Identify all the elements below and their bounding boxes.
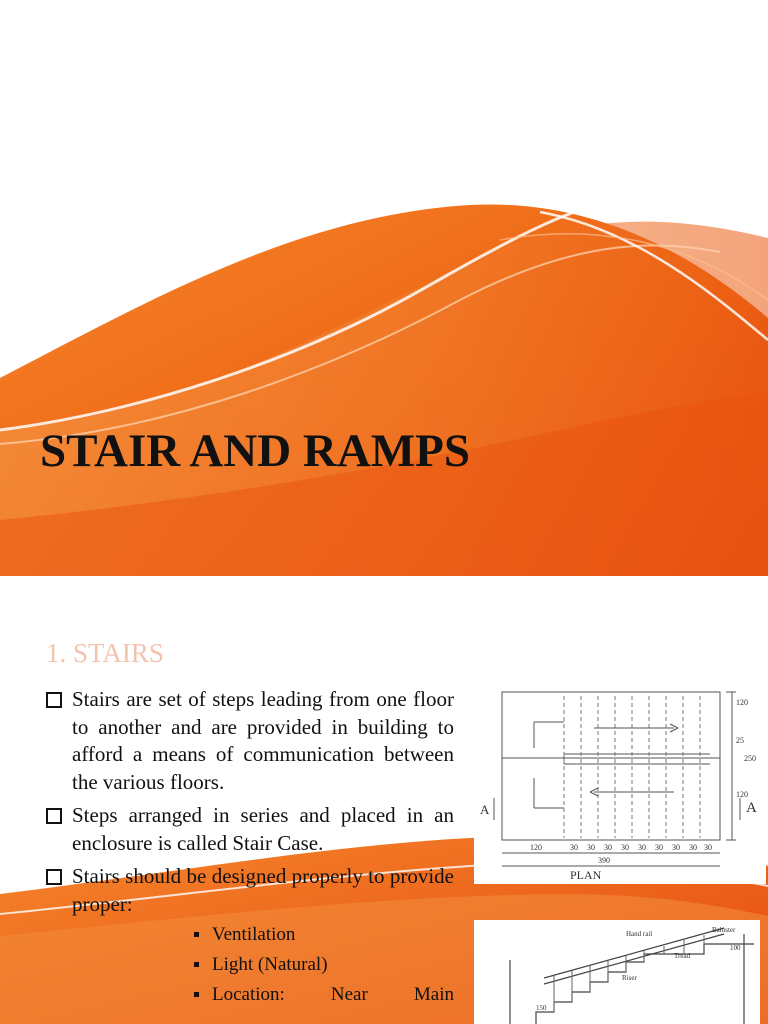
section-label: Tread [674, 952, 691, 960]
section-marker-right: A [746, 800, 757, 816]
sub-bullet-word: Main [413, 984, 454, 1005]
plan-dimension: 30 [704, 843, 712, 852]
plan-dimension: 30 [587, 843, 595, 852]
section-label: 100 [730, 944, 741, 952]
slide-title: STAIR AND RAMPS [40, 425, 470, 477]
sub-bullet-text [212, 980, 454, 1010]
stair-section-drawing [474, 920, 760, 1024]
checkbox-bullet-icon [46, 808, 62, 824]
bullet-list [44, 686, 454, 1016]
bullet-item [44, 802, 454, 857]
plan-dimension: 25 [736, 736, 744, 745]
section-heading: 1. STAIRS [46, 638, 164, 668]
stair-plan-lines [474, 678, 766, 884]
plan-dimension: 120 [736, 790, 748, 799]
section-marker-left: A [480, 802, 490, 817]
plan-dimension: 30 [655, 843, 663, 852]
sub-bullet-item [72, 950, 454, 980]
checkbox-bullet-icon [46, 692, 62, 708]
plan-total-dimension: 390 [598, 856, 610, 865]
square-bullet-icon [194, 932, 199, 937]
plan-dimension: 30 [621, 843, 629, 852]
plan-dimension: 30 [604, 843, 612, 852]
sub-bullet-list [72, 920, 454, 1010]
bullet-item [44, 686, 454, 796]
plan-dimension: 30 [672, 843, 680, 852]
stair-plan-drawing [474, 678, 766, 884]
sub-bullet-item [72, 980, 454, 1010]
section-label: Baluster [712, 926, 736, 934]
stair-section-lines [474, 920, 760, 1024]
plan-caption: PLAN [570, 868, 602, 882]
checkbox-bullet-icon [46, 869, 62, 885]
square-bullet-icon [194, 992, 199, 997]
sub-bullet-word: Near [330, 984, 368, 1005]
sub-bullet-item [72, 920, 454, 950]
plan-dimension: 30 [570, 843, 578, 852]
bullet-item [44, 863, 454, 1010]
sub-bullet-text: Light (Natural) [212, 954, 328, 975]
section-label: 150 [536, 1004, 547, 1012]
section-label: Hand rail [626, 930, 653, 938]
plan-dimension: 30 [689, 843, 697, 852]
plan-dimension: 250 [744, 754, 756, 763]
plan-dimension: 30 [638, 843, 646, 852]
bullet-text: Steps arranged in series and placed in an enclosure is called Stair Case. [72, 803, 454, 855]
plan-dimension: 120 [530, 843, 542, 852]
sub-bullet-word: Location: [212, 984, 285, 1005]
sub-bullet-text: Ventilation [212, 924, 296, 945]
plan-dimension: 120 [736, 698, 748, 707]
bullet-text: Stairs should be designed properly to provide proper: [72, 864, 454, 916]
square-bullet-icon [194, 962, 199, 967]
content-slide [0, 576, 768, 1024]
bullet-text: Stairs are set of steps leading from one floor to another and are provided in building to afford a means of communication between the various floors. [72, 687, 454, 794]
section-label: Riser [622, 974, 637, 982]
